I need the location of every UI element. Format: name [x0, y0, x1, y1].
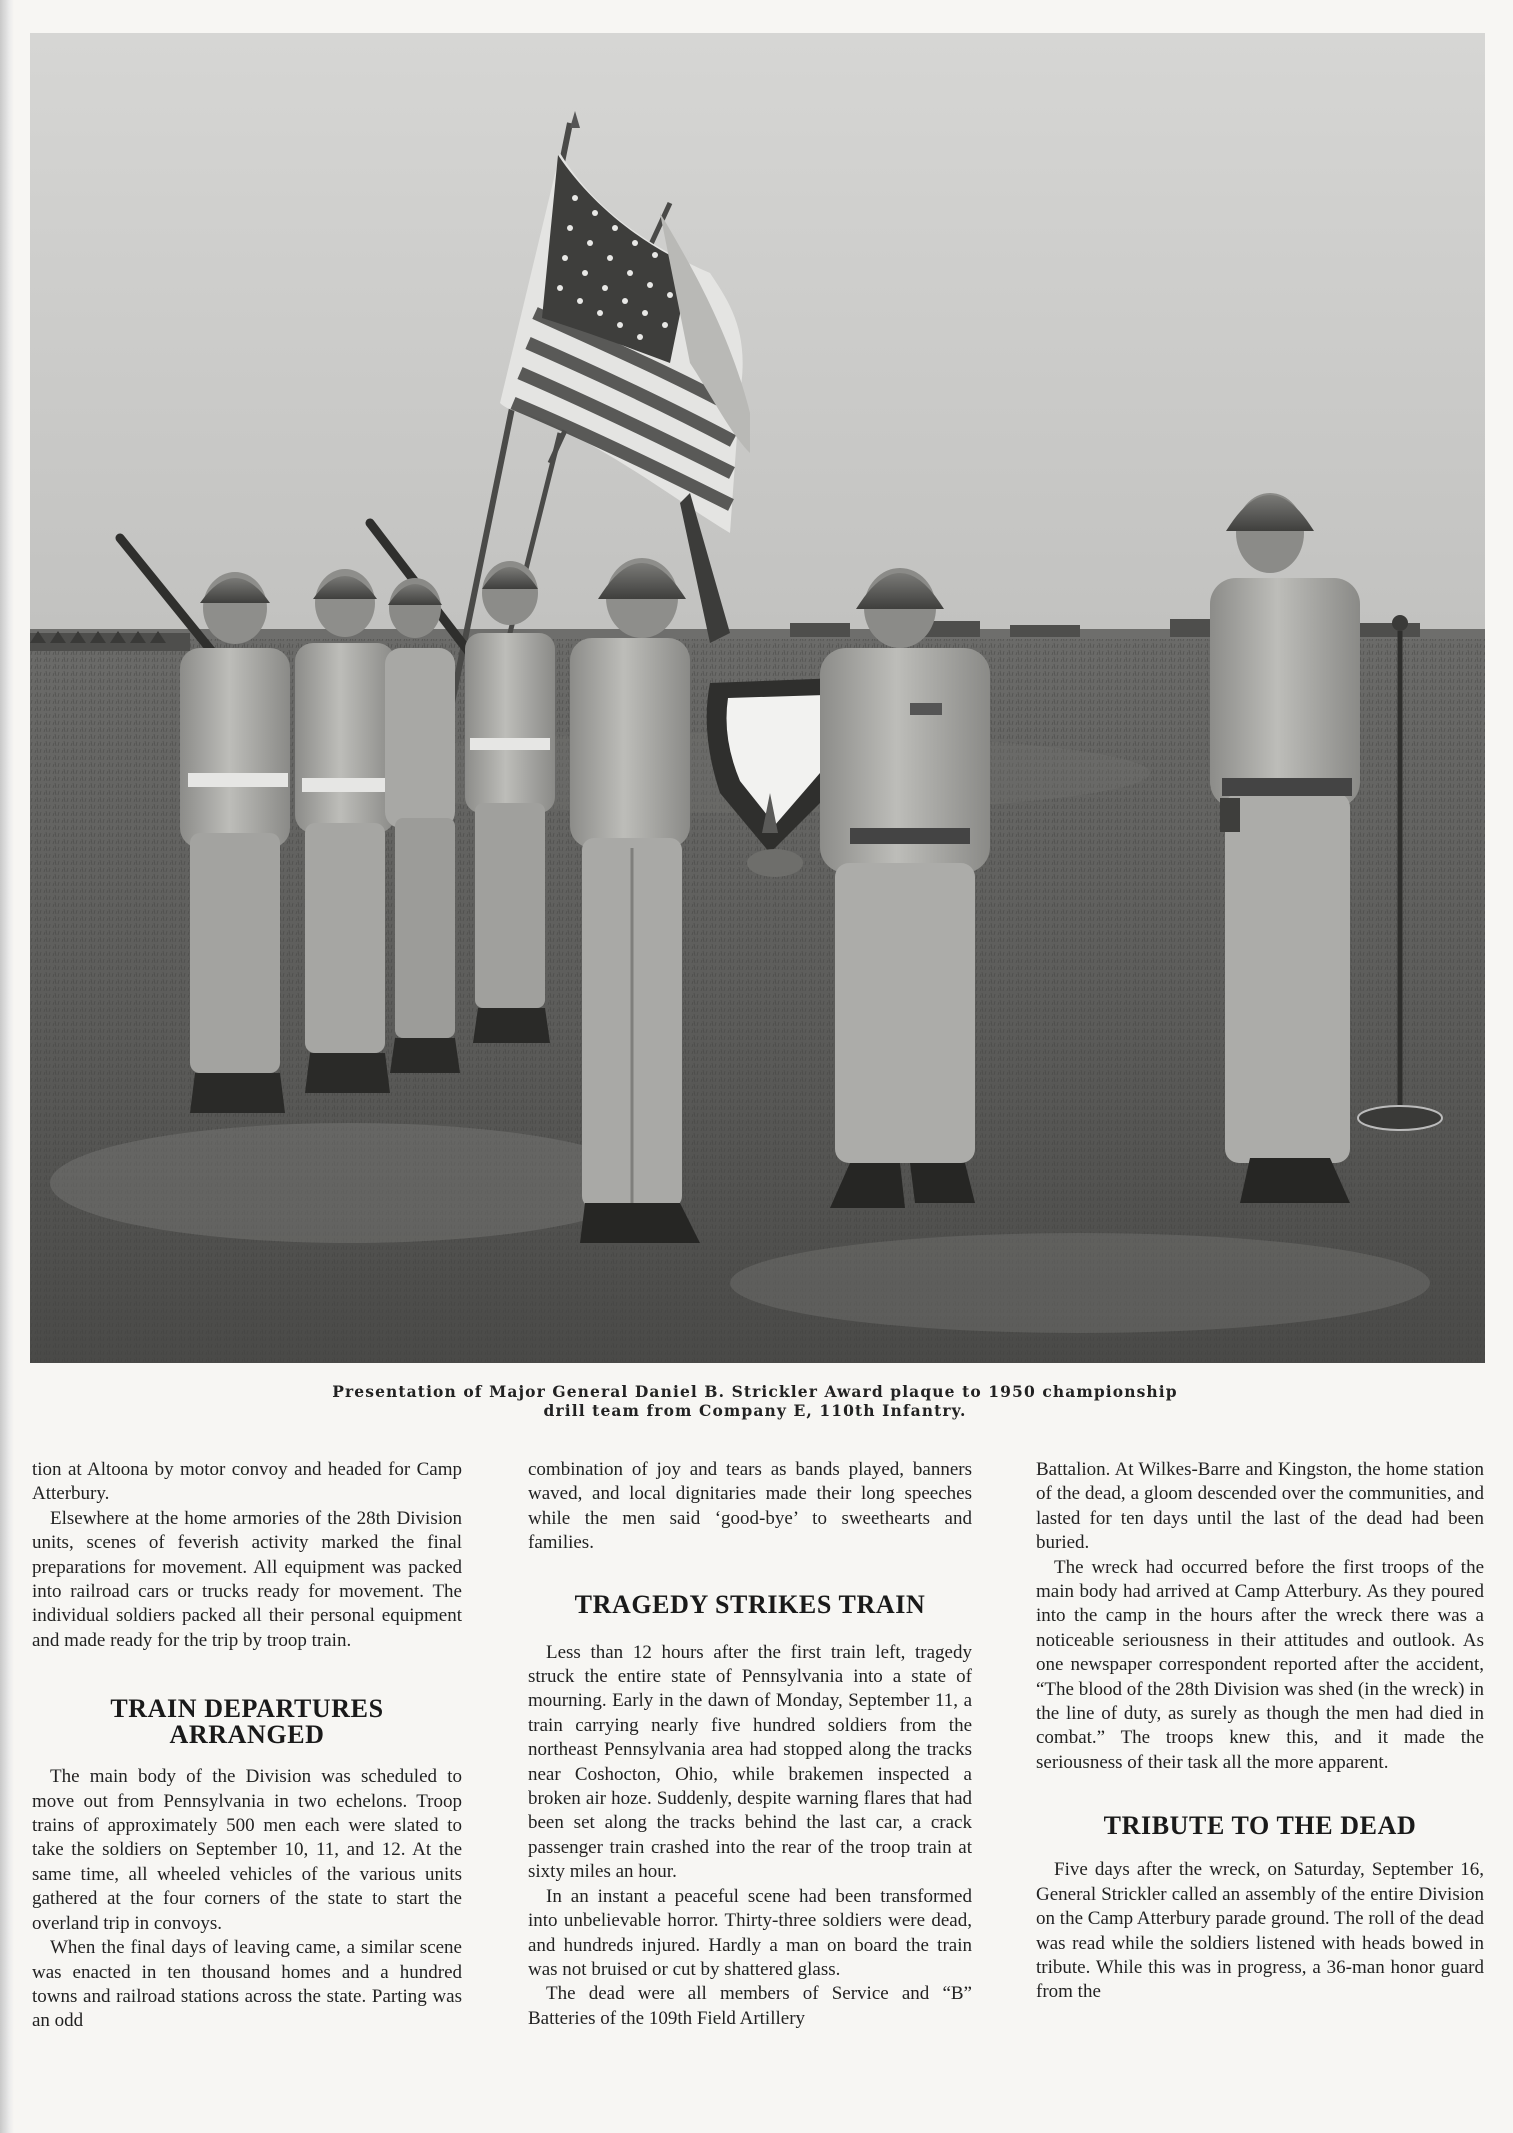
receiving-officer — [570, 558, 700, 1243]
section-heading-train-departures: TRAIN DEPARTURES ARRANGED — [110, 1694, 384, 1750]
paragraph: When the final days of leaving came, a similar scene was enacted in ten thousand homes and a hundred towns and railroad stations across the state. Parting was an odd — [32, 1937, 462, 2032]
paragraph: tion at Altoona by motor convoy and headed for Camp Atterbury. — [32, 1459, 462, 1505]
paragraph: combination of joy and tears as bands played, banners waved, and local dignitaries made their long speeches while the men said ‘good-bye’ to sweethearts and families. — [528, 1459, 972, 1554]
paragraph: The dead were all members of Service and “B” Batteries of the 109th Field Artillery — [528, 1983, 972, 2029]
page-edge-shadow — [0, 0, 14, 2133]
standing-officer — [1210, 493, 1360, 1203]
paragraph: Five days after the wreck, on Saturday, September 16, General Strickler called an assembly of the entire Division on the Camp Atterbury parade ground. The roll of the dead was read while the soldiers listened with heads bowed in tribute. While this was in progress, a 36-man honor guard from the — [1036, 1859, 1484, 2003]
photo-caption — [150, 1382, 1360, 1420]
text-column-3 — [1036, 1458, 1484, 2005]
paragraph: Less than 12 hours after the first train left, tragedy struck the entire state of Pennsylvania into a state of mourning. Early in the dawn of Monday, September 11, a train carrying nearly five hundred soldiers from the northeast Pennsylvania area had stopped along the tracks near Coshocton, Ohio, while brakemen inspected a broken air hoze. Suddenly, despite warning flares that had been set along the tracks behind the last car, a crack passenger train crashed into the rear of the troop train at sixty miles an hour. — [528, 1641, 972, 1883]
paragraph: In an instant a peaceful scene had been transformed into unbelievable horror. Thirty-three soldiers were dead, and hundreds injured. Hardly a man on board the train was not bruised or cut by shattered glass. — [528, 1885, 972, 1980]
presenting-general — [820, 568, 990, 1208]
text-column-2 — [528, 1458, 972, 2031]
caption-line-1: Presentation of Major General Daniel B. Strickler Award plaque to 1950 championship — [332, 1382, 1178, 1401]
paragraph: The wreck had occurred before the first troops of the main body had arrived at Camp Atterbury. As they poured into the camp in the hours after the wreck there was a noticeable seriousness in their attitudes and outlook. As one newspaper correspondent reported after the accident, “The blood of the 28th Division was shed (in the wreck) in the line of duty, as surely as though the men had died in combat.” The troops knew this, and it made the seriousness of their task all the more apparent. — [1036, 1556, 1484, 1773]
paragraph: Battalion. At Wilkes-Barre and Kingston, the home station of the dead, a gloom descended over the communities, and lasted for ten days until the last of the dead had been buried. — [1036, 1459, 1484, 1554]
caption-line-2: drill team from Company E, 110th Infantry. — [543, 1401, 967, 1420]
paragraph: Elsewhere at the home armories of the 28th Division units, scenes of feverish activity marked the final preparations for movement. All equipment was packed into railroad cars or trucks ready for movement. The individual soldiers packed all their personal equipment and made ready for the trip by troop train. — [32, 1507, 462, 1651]
honor-guard-group — [180, 561, 555, 1113]
section-heading-tribute: TRIBUTE TO THE DEAD — [1103, 1811, 1417, 1841]
text-column-1 — [32, 1458, 462, 2034]
paragraph: The main body of the Division was scheduled to move out from Pennsylvania in two echelons. Troop trains of approximately 500 men each were slated to take the soldiers on September 10, 11, and 12. At the same time, all wheeled vehicles of the various units gathered at the four corners of the state to start the overland trip in convoys. — [32, 1766, 462, 1934]
section-heading-tragedy: TRAGEDY STRIKES TRAIN — [574, 1589, 926, 1619]
ceremony-photograph — [30, 33, 1485, 1363]
